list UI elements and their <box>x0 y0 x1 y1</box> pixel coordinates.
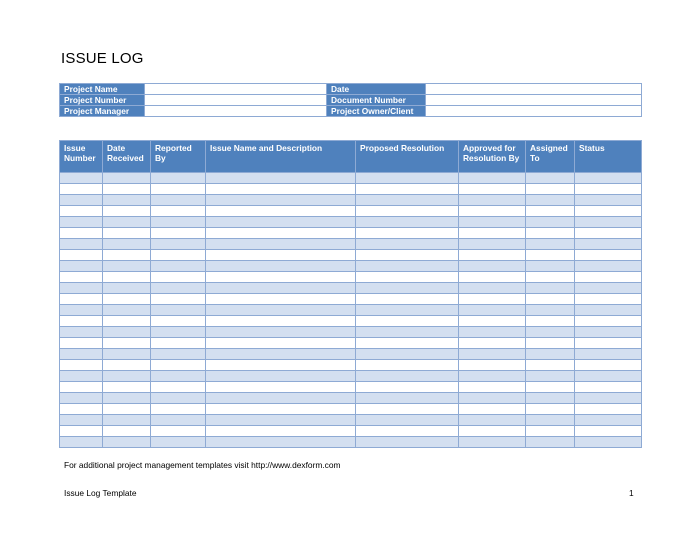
table-cell[interactable] <box>575 382 642 393</box>
table-cell[interactable] <box>60 316 103 327</box>
table-cell[interactable] <box>151 382 206 393</box>
table-cell[interactable] <box>103 261 151 272</box>
header-approved-by: Approved for Resolution By <box>459 141 526 173</box>
table-cell[interactable] <box>206 415 356 426</box>
table-cell[interactable] <box>575 239 642 250</box>
table-cell[interactable] <box>526 261 575 272</box>
footer-template-name: Issue Log Template <box>64 488 137 498</box>
table-cell[interactable] <box>459 228 526 239</box>
header-issue-number: Issue Number <box>60 141 103 173</box>
project-name-field[interactable] <box>145 84 327 95</box>
table-cell[interactable] <box>575 437 642 448</box>
table-cell[interactable] <box>60 393 103 404</box>
table-cell[interactable] <box>103 250 151 261</box>
table-cell[interactable] <box>206 426 356 437</box>
table-row <box>60 305 642 316</box>
table-cell[interactable] <box>60 437 103 448</box>
table-cell[interactable] <box>356 206 459 217</box>
table-cell[interactable] <box>206 206 356 217</box>
table-cell[interactable] <box>151 250 206 261</box>
table-cell[interactable] <box>206 360 356 371</box>
table-cell[interactable] <box>206 316 356 327</box>
table-cell[interactable] <box>151 283 206 294</box>
table-cell[interactable] <box>151 327 206 338</box>
table-cell[interactable] <box>60 415 103 426</box>
table-cell[interactable] <box>526 404 575 415</box>
table-cell[interactable] <box>575 404 642 415</box>
table-cell[interactable] <box>60 228 103 239</box>
project-info-row <box>60 95 642 106</box>
table-cell[interactable] <box>459 184 526 195</box>
table-cell[interactable] <box>103 338 151 349</box>
project-info-row <box>60 84 642 95</box>
table-cell[interactable] <box>103 327 151 338</box>
table-cell[interactable] <box>356 228 459 239</box>
table-cell[interactable] <box>459 173 526 184</box>
header-status: Status <box>575 141 642 173</box>
table-cell[interactable] <box>103 316 151 327</box>
table-row <box>60 338 642 349</box>
table-cell[interactable] <box>459 437 526 448</box>
table-cell[interactable] <box>206 184 356 195</box>
table-cell[interactable] <box>526 426 575 437</box>
table-cell[interactable] <box>575 283 642 294</box>
document-number-label: Document Number <box>327 95 426 106</box>
table-cell[interactable] <box>459 360 526 371</box>
table-row <box>60 250 642 261</box>
table-cell[interactable] <box>206 404 356 415</box>
table-cell[interactable] <box>356 316 459 327</box>
table-cell[interactable] <box>151 239 206 250</box>
table-cell[interactable] <box>60 261 103 272</box>
table-cell[interactable] <box>151 415 206 426</box>
table-cell[interactable] <box>103 239 151 250</box>
table-row <box>60 415 642 426</box>
table-cell[interactable] <box>356 305 459 316</box>
table-cell[interactable] <box>526 239 575 250</box>
table-cell[interactable] <box>526 437 575 448</box>
table-cell[interactable] <box>151 261 206 272</box>
table-cell[interactable] <box>459 338 526 349</box>
table-row <box>60 239 642 250</box>
project-number-field[interactable] <box>145 95 327 106</box>
table-cell[interactable] <box>575 206 642 217</box>
table-cell[interactable] <box>356 360 459 371</box>
table-cell[interactable] <box>103 283 151 294</box>
table-cell[interactable] <box>459 261 526 272</box>
table-cell[interactable] <box>459 415 526 426</box>
table-cell[interactable] <box>206 239 356 250</box>
table-cell[interactable] <box>356 338 459 349</box>
table-cell[interactable] <box>206 349 356 360</box>
table-row <box>60 294 642 305</box>
table-cell[interactable] <box>526 228 575 239</box>
table-cell[interactable] <box>206 217 356 228</box>
table-row <box>60 261 642 272</box>
table-cell[interactable] <box>526 316 575 327</box>
table-cell[interactable] <box>103 426 151 437</box>
table-row <box>60 173 642 184</box>
table-cell[interactable] <box>459 250 526 261</box>
table-cell[interactable] <box>526 294 575 305</box>
table-cell[interactable] <box>103 382 151 393</box>
table-row <box>60 206 642 217</box>
table-row <box>60 437 642 448</box>
table-cell[interactable] <box>526 206 575 217</box>
table-cell[interactable] <box>356 261 459 272</box>
table-cell[interactable] <box>151 173 206 184</box>
table-cell[interactable] <box>103 349 151 360</box>
table-cell[interactable] <box>206 305 356 316</box>
table-cell[interactable] <box>103 437 151 448</box>
table-cell[interactable] <box>459 426 526 437</box>
table-row <box>60 426 642 437</box>
table-cell[interactable] <box>60 382 103 393</box>
table-cell[interactable] <box>459 371 526 382</box>
table-cell[interactable] <box>60 184 103 195</box>
table-cell[interactable] <box>356 404 459 415</box>
table-cell[interactable] <box>356 195 459 206</box>
header-proposed-resolution: Proposed Resolution <box>356 141 459 173</box>
table-cell[interactable] <box>526 184 575 195</box>
table-row <box>60 360 642 371</box>
table-cell[interactable] <box>151 338 206 349</box>
table-cell[interactable] <box>575 217 642 228</box>
table-cell[interactable] <box>526 250 575 261</box>
table-cell[interactable] <box>151 294 206 305</box>
table-cell[interactable] <box>526 415 575 426</box>
table-cell[interactable] <box>526 272 575 283</box>
page-title: ISSUE LOG <box>61 50 144 67</box>
table-row <box>60 184 642 195</box>
table-row <box>60 327 642 338</box>
table-cell[interactable] <box>103 415 151 426</box>
table-cell[interactable] <box>151 272 206 283</box>
table-cell[interactable] <box>151 393 206 404</box>
table-cell[interactable] <box>151 184 206 195</box>
table-cell[interactable] <box>526 371 575 382</box>
table-cell[interactable] <box>151 228 206 239</box>
document-number-field[interactable] <box>426 95 642 106</box>
issue-table-body <box>60 173 642 448</box>
date-label: Date <box>327 84 426 95</box>
table-cell[interactable] <box>103 217 151 228</box>
table-cell[interactable] <box>151 206 206 217</box>
table-cell[interactable] <box>575 184 642 195</box>
table-cell[interactable] <box>151 349 206 360</box>
table-cell[interactable] <box>356 184 459 195</box>
table-row <box>60 283 642 294</box>
table-cell[interactable] <box>103 371 151 382</box>
header-reported-by: Reported By <box>151 141 206 173</box>
table-cell[interactable] <box>206 261 356 272</box>
table-cell[interactable] <box>206 283 356 294</box>
table-cell[interactable] <box>526 283 575 294</box>
table-cell[interactable] <box>206 195 356 206</box>
table-cell[interactable] <box>575 294 642 305</box>
table-cell[interactable] <box>575 305 642 316</box>
table-cell[interactable] <box>103 173 151 184</box>
project-owner-field[interactable] <box>426 106 642 117</box>
table-cell[interactable] <box>60 305 103 316</box>
project-name-label: Project Name <box>60 84 145 95</box>
table-cell[interactable] <box>60 217 103 228</box>
table-cell[interactable] <box>526 327 575 338</box>
table-cell[interactable] <box>60 239 103 250</box>
table-cell[interactable] <box>575 360 642 371</box>
table-cell[interactable] <box>356 283 459 294</box>
table-cell[interactable] <box>356 327 459 338</box>
table-cell[interactable] <box>526 305 575 316</box>
table-cell[interactable] <box>526 382 575 393</box>
table-row <box>60 217 642 228</box>
table-cell[interactable] <box>526 338 575 349</box>
table-cell[interactable] <box>459 294 526 305</box>
table-cell[interactable] <box>459 382 526 393</box>
table-cell[interactable] <box>575 316 642 327</box>
table-cell[interactable] <box>60 360 103 371</box>
table-cell[interactable] <box>356 272 459 283</box>
footnote: For additional project management templates visit http://www.dexform.com <box>64 460 341 470</box>
table-cell[interactable] <box>356 239 459 250</box>
table-cell[interactable] <box>459 195 526 206</box>
project-manager-field[interactable] <box>145 106 327 117</box>
table-cell[interactable] <box>575 228 642 239</box>
table-row <box>60 382 642 393</box>
table-cell[interactable] <box>151 316 206 327</box>
table-cell[interactable] <box>356 371 459 382</box>
table-cell[interactable] <box>60 349 103 360</box>
table-cell[interactable] <box>103 206 151 217</box>
table-cell[interactable] <box>356 426 459 437</box>
table-cell[interactable] <box>151 371 206 382</box>
header-date-received: Date Received <box>103 141 151 173</box>
table-row <box>60 393 642 404</box>
table-cell[interactable] <box>575 393 642 404</box>
table-cell[interactable] <box>356 217 459 228</box>
table-cell[interactable] <box>459 305 526 316</box>
date-field[interactable] <box>426 84 642 95</box>
table-cell[interactable] <box>575 426 642 437</box>
table-row <box>60 228 642 239</box>
project-number-label: Project Number <box>60 95 145 106</box>
table-cell[interactable] <box>60 250 103 261</box>
table-cell[interactable] <box>575 195 642 206</box>
table-cell[interactable] <box>575 349 642 360</box>
table-cell[interactable] <box>356 173 459 184</box>
table-cell[interactable] <box>459 404 526 415</box>
table-cell[interactable] <box>151 195 206 206</box>
table-cell[interactable] <box>60 294 103 305</box>
table-cell[interactable] <box>60 371 103 382</box>
table-row <box>60 404 642 415</box>
table-cell[interactable] <box>459 283 526 294</box>
table-cell[interactable] <box>206 393 356 404</box>
table-cell[interactable] <box>356 393 459 404</box>
table-cell[interactable] <box>151 305 206 316</box>
table-cell[interactable] <box>206 338 356 349</box>
page-number: 1 <box>629 488 634 498</box>
table-cell[interactable] <box>206 382 356 393</box>
table-row <box>60 316 642 327</box>
table-cell[interactable] <box>60 283 103 294</box>
table-cell[interactable] <box>459 327 526 338</box>
table-cell[interactable] <box>459 217 526 228</box>
table-cell[interactable] <box>206 173 356 184</box>
table-cell[interactable] <box>103 195 151 206</box>
table-cell[interactable] <box>356 382 459 393</box>
table-cell[interactable] <box>103 272 151 283</box>
table-cell[interactable] <box>575 261 642 272</box>
table-cell[interactable] <box>60 206 103 217</box>
table-cell[interactable] <box>356 250 459 261</box>
table-cell[interactable] <box>206 272 356 283</box>
table-cell[interactable] <box>356 415 459 426</box>
table-cell[interactable] <box>575 272 642 283</box>
table-cell[interactable] <box>60 404 103 415</box>
table-cell[interactable] <box>206 228 356 239</box>
table-cell[interactable] <box>526 393 575 404</box>
table-cell[interactable] <box>526 349 575 360</box>
table-cell[interactable] <box>151 217 206 228</box>
table-cell[interactable] <box>60 272 103 283</box>
table-cell[interactable] <box>575 327 642 338</box>
issue-table-header <box>60 141 642 173</box>
table-cell[interactable] <box>151 360 206 371</box>
table-cell[interactable] <box>526 217 575 228</box>
table-cell[interactable] <box>459 349 526 360</box>
table-cell[interactable] <box>206 371 356 382</box>
table-cell[interactable] <box>151 404 206 415</box>
project-manager-label: Project Manager <box>60 106 145 117</box>
table-row <box>60 272 642 283</box>
table-cell[interactable] <box>356 294 459 305</box>
table-cell[interactable] <box>60 327 103 338</box>
project-info-row <box>60 106 642 117</box>
table-cell[interactable] <box>206 437 356 448</box>
table-cell[interactable] <box>459 239 526 250</box>
table-cell[interactable] <box>103 184 151 195</box>
table-cell[interactable] <box>206 327 356 338</box>
table-cell[interactable] <box>575 338 642 349</box>
table-cell[interactable] <box>526 195 575 206</box>
table-cell[interactable] <box>206 294 356 305</box>
project-info-table <box>59 83 642 117</box>
table-cell[interactable] <box>103 393 151 404</box>
table-cell[interactable] <box>356 349 459 360</box>
table-row <box>60 349 642 360</box>
table-cell[interactable] <box>356 437 459 448</box>
table-cell[interactable] <box>459 206 526 217</box>
table-cell[interactable] <box>103 404 151 415</box>
table-cell[interactable] <box>151 426 206 437</box>
project-owner-label: Project Owner/Client <box>327 106 426 117</box>
table-row <box>60 195 642 206</box>
table-cell[interactable] <box>103 305 151 316</box>
table-cell[interactable] <box>526 173 575 184</box>
table-cell[interactable] <box>206 250 356 261</box>
issue-log-table <box>59 140 642 448</box>
table-cell[interactable] <box>575 173 642 184</box>
table-cell[interactable] <box>60 426 103 437</box>
table-cell[interactable] <box>103 294 151 305</box>
table-cell[interactable] <box>60 338 103 349</box>
table-cell[interactable] <box>575 371 642 382</box>
header-assigned-to: Assigned To <box>526 141 575 173</box>
table-cell[interactable] <box>103 228 151 239</box>
table-cell[interactable] <box>575 415 642 426</box>
table-cell[interactable] <box>103 360 151 371</box>
table-row <box>60 371 642 382</box>
table-cell[interactable] <box>459 393 526 404</box>
table-cell[interactable] <box>60 195 103 206</box>
table-cell[interactable] <box>575 250 642 261</box>
table-cell[interactable] <box>459 316 526 327</box>
table-cell[interactable] <box>151 437 206 448</box>
header-issue-description: Issue Name and Description <box>206 141 356 173</box>
table-cell[interactable] <box>60 173 103 184</box>
table-cell[interactable] <box>526 360 575 371</box>
table-cell[interactable] <box>459 272 526 283</box>
